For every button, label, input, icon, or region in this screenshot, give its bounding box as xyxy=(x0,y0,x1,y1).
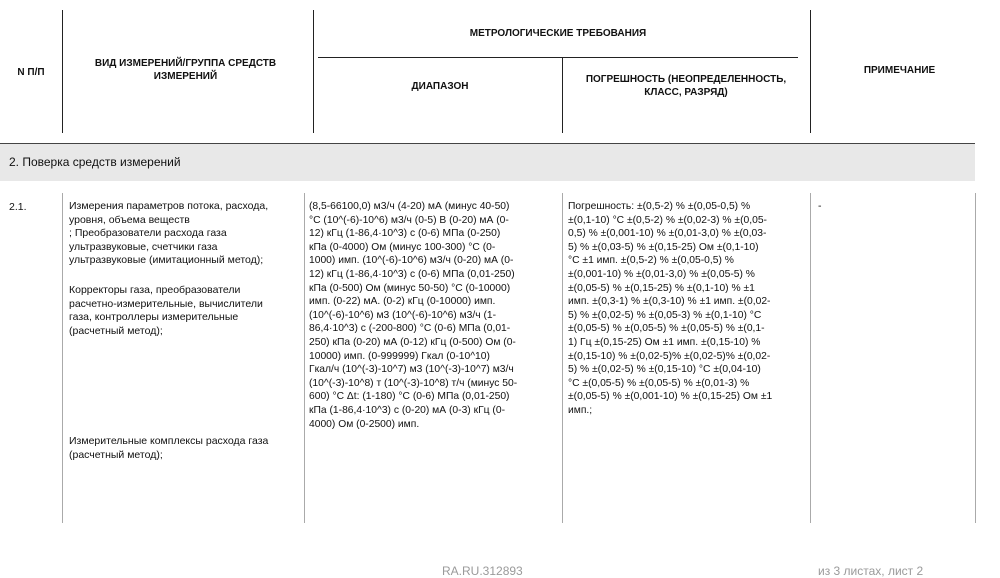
body-divider-3 xyxy=(562,193,563,523)
row-kind-1: Измерения параметров потока, расхода, уровня, объема веществ ; Преобразователи расхода газа ультразвуковые, счетчики газа ультразвуковые (имитационный метод); xyxy=(69,200,269,267)
section-bar xyxy=(0,143,975,181)
body-divider-2 xyxy=(304,193,305,523)
header-kind: ВИД ИЗМЕРЕНИЙ/ГРУППА СРЕДСТВ ИЗМЕРЕНИЙ xyxy=(94,58,277,82)
metro-underline xyxy=(318,57,798,58)
footer-reg: RA.RU.312893 xyxy=(442,564,523,578)
col-divider-4 xyxy=(810,10,811,133)
col-divider-2 xyxy=(313,10,314,133)
footer-page: из 3 листах, лист 2 xyxy=(818,564,924,578)
row-kind-2: Корректоры газа, преобразователи расчетно-измерительные, вычислители газа, контроллеры измерительные (расчетный метод); xyxy=(69,284,263,337)
header-range: ДИАПАЗОН xyxy=(411,81,469,92)
body-divider-4 xyxy=(810,193,811,523)
row-error: Погрешность: ±(0,5-2) % ±(0,05-0,5) % ±(0,1-10) °С ±(0,5-2) % ±(0,02-3) % ±(0,05- 0,5) % ±(0,001-10) % ±(0,01-3,0) % ±(0,03- 5) % ±(0,03-5) % ±(0,15-25) Ом ±(0,1-10) °С ±1 имп. ±(0,5-2) % ±(0,05-0,5) % ±(0,001-10) % ±(0,01-3,0) % ±(0,05-5) % ±(0,05-5) % ±(0,15-25) % ±(0,1-10) % ±1 имп. ±(0,3-1) % ±(0,3-10) % ±1 имп. ±(0,02- 5) % ±(0,02-5) % ±(0,05-3) % ±(0,1-10) °С ±(0,05-5) % ±(0,05-5) % ±(0,05-5) % ±(0,1- 1) Гц ±(0,15-25) Ом ±1 имп. ±(0,15-10) % ±(0,15-10) % ±(0,02-5)% ±(0,02-5)% ±(0,02- 5) % ±(0,02-5) % ±(0,15-10) °С ±(0,04-10) °С ±(0,05-5) % ±(0,05-5) % ±(0,01-3) % ±(0,05-5) % ±(0,001-10) % ±(0,15-25) Ом ±1 имп.; xyxy=(568,201,773,416)
row-note: - xyxy=(818,200,822,212)
header-metro: МЕТРОЛОГИЧЕСКИЕ ТРЕБОВАНИЯ xyxy=(469,28,647,39)
body-divider-1 xyxy=(62,193,63,523)
row-kind-3: Измерительные комплексы расхода газа (расчетный метод); xyxy=(69,435,269,461)
row-number: 2.1. xyxy=(9,201,27,213)
header-num: N П/П xyxy=(17,67,45,78)
col-divider-3 xyxy=(562,58,563,133)
body-divider-5 xyxy=(975,193,976,523)
col-divider-1 xyxy=(62,10,63,133)
row-range: (8,5-66100,0) м3/ч (4-20) мА (минус 40-50) °С (10^(-6)-10^6) м3/ч (0-5) В (0-20) мА (0- 12) кГц (1-86,4·10^3) с (0-6) МПа (0-250) кПа (0-4000) Ом (минус 100-300) °С (0- 1000) имп. (10^(-6)-10^6) м3/ч (0-20) мА (0- 12) кГц (1-86,4·10^3) с (0-6) МПа (0,01-250) кПа (0-500) Ом (минус 50-50) °С (0-10000) имп. (0-22) мА. (0-2) кГц (0-10000) имп. (10^(-6)-10^6) м3 (10^(-6)-10^6) м3/ч (1- 86,4·10^3) с (-200-800) °С (0-6) МПа (0,01- 250) кПа (0-20) мА (0-12) кГц (0-500) Ом (0- 10000) имп. (0-999999) Гкал (0-10^10) Гкал/ч (10^(-3)-10^7) м3 (10^(-3)-10^7) м3/ч (10^(-3)-10^8) т (10^(-3)-10^8) т/ч (минус 50- 600) °С Δt: (1-180) °С (0-6) МПа (0,01-250) кПа (1-86,4·10^3) с (0-20) мА (0-3) кГц (0- 4000) Ом (0-2500) имп. xyxy=(309,201,518,430)
header-error: ПОГРЕШНОСТЬ (НЕОПРЕДЕЛЕННОСТЬ, КЛАСС, РАЗРЯД) xyxy=(585,74,787,98)
section-title: 2. Поверка средств измерений xyxy=(9,155,181,169)
header-note: ПРИМЕЧАНИЕ xyxy=(863,65,936,76)
